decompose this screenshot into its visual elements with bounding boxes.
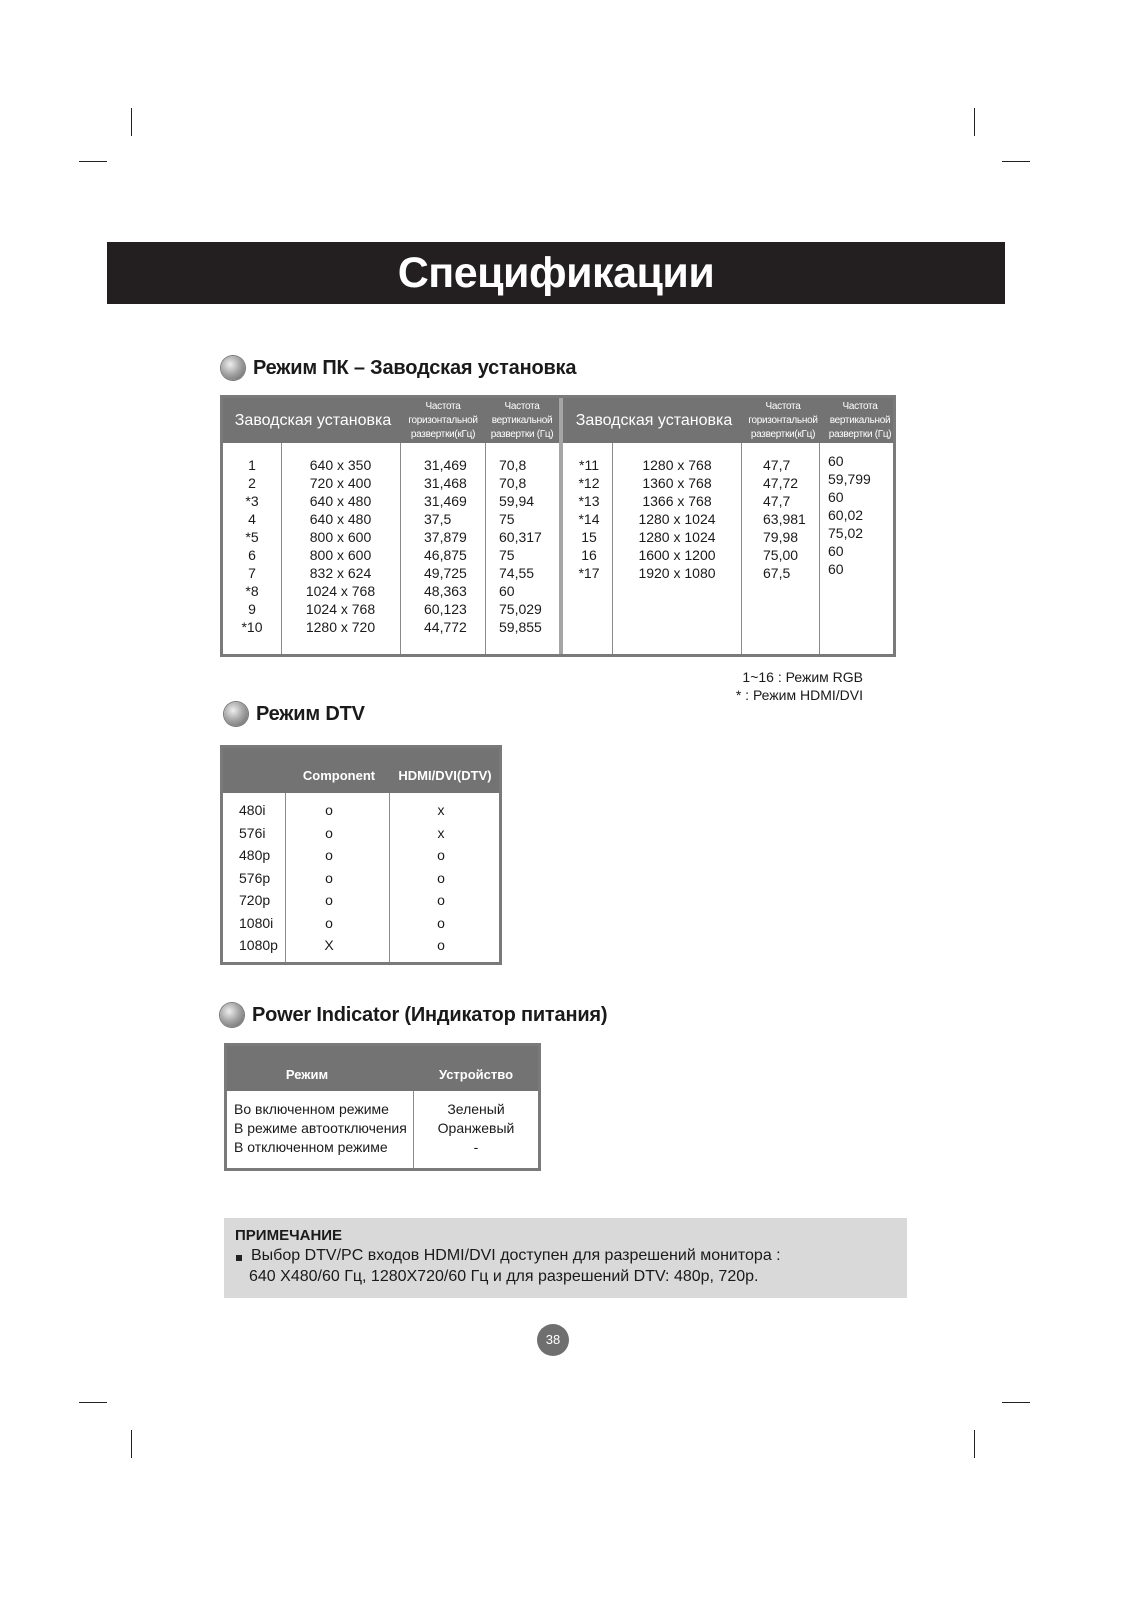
table-cell: 75 — [499, 511, 515, 527]
section-bullet-icon — [220, 1003, 244, 1027]
table-cell: 7 — [248, 565, 256, 581]
table-cell: 60,123 — [424, 601, 467, 617]
crop-mark — [79, 1402, 107, 1403]
table-cell: *11 — [579, 457, 599, 473]
power-section-heading — [220, 1003, 607, 1027]
table-cell: 75,02 — [828, 525, 864, 541]
table-cell: 47,7 — [763, 493, 791, 509]
table-cell: 60 — [499, 583, 515, 599]
table-cell: 67,5 — [763, 565, 791, 581]
dtv-mode-column — [239, 799, 285, 957]
legend-rgb: 1~16 : Режим RGB — [742, 669, 863, 685]
pc-right-vfreq-column — [828, 452, 893, 578]
table-cell: 9 — [248, 601, 256, 617]
column-line — [741, 443, 742, 654]
table-cell: 1280 x 1024 — [638, 511, 716, 527]
column-line — [612, 443, 613, 654]
dtv-section-heading — [224, 702, 365, 726]
table-cell: 15 — [581, 529, 597, 545]
table-cell: 63,981 — [763, 511, 806, 527]
crop-mark — [79, 161, 107, 162]
table-cell: o — [325, 847, 333, 863]
table-cell: 59,94 — [499, 493, 535, 509]
pc-right-mode-column — [568, 456, 610, 582]
table-cell: 60 — [828, 561, 844, 577]
table-cell: 46,875 — [424, 547, 467, 563]
crop-mark — [131, 1430, 132, 1458]
table-cell: 1280 x 720 — [305, 619, 376, 635]
table-cell: 6 — [248, 547, 256, 563]
table-cell: 832 x 624 — [309, 565, 372, 581]
crop-mark — [1002, 161, 1030, 162]
dtv-hdmi-column — [391, 799, 491, 957]
table-cell: 70,8 — [499, 475, 527, 491]
table-cell: o — [325, 869, 333, 886]
pc-left-mode-column — [227, 456, 277, 636]
table-cell: 1280 x 768 — [642, 457, 712, 473]
crop-mark — [131, 108, 132, 136]
header-component: Component — [302, 768, 376, 783]
table-cell: 16 — [581, 547, 597, 563]
dtv-component-column — [287, 799, 371, 957]
table-cell: 1600 x 1200 — [638, 547, 716, 563]
table-cell: o — [437, 869, 445, 886]
table-cell: В отключенном режиме — [234, 1139, 388, 1155]
table-cell: *17 — [578, 565, 600, 581]
table-cell: 44,772 — [424, 619, 467, 635]
table-cell: 1024 x 768 — [305, 601, 376, 617]
dtv-table-header — [223, 748, 499, 793]
power-table-header — [227, 1046, 538, 1091]
table-cell: 480p — [239, 847, 271, 863]
legend-hdmi: * : Режим HDMI/DVI — [735, 687, 863, 703]
table-cell: *14 — [578, 511, 600, 527]
table-cell: o — [325, 802, 333, 818]
table-cell: o — [437, 914, 445, 931]
dtv-section-title: Режим DTV — [256, 702, 365, 725]
power-indicator-table — [224, 1043, 541, 1171]
table-cell: 59,855 — [499, 619, 542, 635]
pc-left-hfreq-column — [424, 456, 484, 636]
column-line — [400, 443, 401, 654]
header-hdmi-dvi: HDMI/DVI(DTV) — [398, 768, 492, 783]
table-cell: 75,00 — [763, 547, 799, 563]
table-cell: 576p — [239, 869, 271, 886]
table-cell: X — [324, 937, 334, 953]
table-cell: o — [437, 937, 445, 953]
table-cell: 60 — [828, 453, 844, 469]
table-cell: 576i — [239, 824, 266, 841]
table-cell: 31,469 — [424, 457, 467, 473]
table-cell: 1920 x 1080 — [638, 565, 716, 581]
table-cell: *10 — [241, 619, 263, 635]
table-cell: 31,468 — [424, 475, 467, 491]
column-line — [413, 1091, 414, 1168]
page-title: Спецификации — [107, 242, 1005, 304]
table-cell: 800 x 600 — [309, 529, 372, 545]
pc-section-title: Режим ПК – Заводская установка — [253, 356, 577, 379]
header-vfreq-left: Частота вертикальной развертки (Гц) — [490, 400, 554, 440]
header-preset-right: Заводская установка — [575, 411, 733, 429]
column-line — [389, 793, 390, 962]
header-preset-left: Заводская установка — [234, 411, 392, 429]
table-cell: 640 x 350 — [309, 457, 372, 473]
table-cell: 59,799 — [828, 471, 871, 487]
header-vfreq-right: Частота вертикальной развертки (Гц) — [828, 400, 892, 440]
table-cell: 75,029 — [499, 601, 542, 617]
table-cell: В режиме автоотключения — [234, 1120, 407, 1136]
note-line-2: 640 X480/60 Гц, 1280X720/60 Гц и для разрешений DTV: 480p, 720p. — [249, 1268, 759, 1285]
table-cell: o — [437, 892, 445, 908]
table-cell: Во включенном режиме — [234, 1101, 389, 1117]
table-cell: 720p — [239, 892, 271, 908]
pc-left-vfreq-column — [499, 456, 559, 636]
table-cell: 70,8 — [499, 457, 527, 473]
table-cell: 60 — [828, 543, 844, 559]
table-cell: x — [437, 802, 445, 818]
table-cell: 640 x 480 — [309, 493, 372, 509]
table-cell: 640 x 480 — [309, 511, 372, 527]
pc-legend — [736, 668, 863, 704]
table-cell: 4 — [248, 511, 256, 527]
header-device: Устройство — [438, 1067, 514, 1082]
section-bullet-icon — [224, 702, 248, 726]
table-cell: 60,317 — [499, 529, 542, 545]
table-cell: Оранжевый — [437, 1120, 515, 1136]
table-cell: x — [437, 824, 445, 841]
table-cell: 79,98 — [763, 529, 799, 545]
table-cell: 47,72 — [763, 475, 799, 491]
table-cell: *13 — [578, 493, 600, 509]
dtv-mode-table — [220, 745, 502, 965]
power-section-title: Power Indicator (Индикатор питания) — [252, 1003, 608, 1026]
pc-right-resolution-column — [616, 456, 738, 582]
table-cell: 31,469 — [424, 493, 467, 509]
table-cell: Зеленый — [447, 1101, 505, 1117]
crop-mark — [974, 1430, 975, 1458]
table-cell: 480i — [239, 802, 266, 818]
pc-table-header — [223, 398, 893, 443]
power-device-column — [415, 1100, 537, 1157]
column-line — [485, 443, 486, 654]
table-cell: *8 — [245, 583, 259, 599]
table-cell: 60,02 — [828, 507, 864, 523]
crop-mark — [974, 108, 975, 136]
note-title: ПРИМЕЧАНИЕ — [235, 1227, 343, 1244]
table-cell: 47,7 — [763, 457, 791, 473]
column-line — [285, 793, 286, 962]
table-cell: 1360 x 768 — [642, 475, 712, 491]
page-number: 38 — [537, 1324, 569, 1356]
column-line — [819, 443, 820, 654]
table-cell: o — [325, 892, 333, 908]
column-line — [281, 443, 282, 654]
pc-section-heading — [221, 356, 576, 380]
power-mode-column — [234, 1100, 412, 1157]
header-hfreq-left: Частота горизонтальной развертки(кГц) — [408, 400, 478, 440]
note-bullet-icon — [236, 1255, 242, 1261]
pc-right-hfreq-column — [763, 456, 818, 582]
table-cell: 720 x 400 — [309, 475, 372, 491]
header-mode: Режим — [285, 1067, 329, 1082]
section-bullet-icon — [221, 356, 245, 380]
table-cell: 49,725 — [424, 565, 467, 581]
table-cell: 74,55 — [499, 565, 535, 581]
table-cell: 1 — [248, 457, 256, 473]
table-divider — [559, 398, 563, 654]
table-cell: o — [325, 914, 333, 931]
pc-mode-table — [220, 395, 896, 657]
crop-mark — [1002, 1402, 1030, 1403]
table-cell: 1080p — [239, 937, 278, 953]
table-cell: 800 x 600 — [309, 547, 372, 563]
table-cell: *5 — [245, 529, 259, 545]
table-cell: o — [437, 847, 445, 863]
table-cell: 1366 x 768 — [642, 493, 712, 509]
table-cell: 60 — [828, 489, 844, 505]
table-cell: 1024 x 768 — [305, 583, 376, 599]
header-hfreq-right: Частота горизонтальной развертки(кГц) — [748, 400, 818, 440]
note-box — [224, 1218, 907, 1298]
table-cell: o — [325, 824, 333, 841]
table-cell: 48,363 — [424, 583, 467, 599]
table-cell: *3 — [245, 493, 259, 509]
table-cell: 1080i — [239, 914, 274, 931]
table-cell: - — [473, 1139, 479, 1155]
table-cell: 75 — [499, 547, 515, 563]
table-cell: 2 — [248, 475, 256, 491]
pc-left-resolution-column — [283, 456, 398, 636]
table-cell: *12 — [578, 475, 600, 491]
table-cell: 37,879 — [424, 529, 467, 545]
table-cell: 37,5 — [424, 511, 452, 527]
table-cell: 1280 x 1024 — [638, 529, 716, 545]
note-line-1: Выбор DTV/PC входов HDMI/DVI доступен для разрешений монитора : — [251, 1247, 781, 1264]
